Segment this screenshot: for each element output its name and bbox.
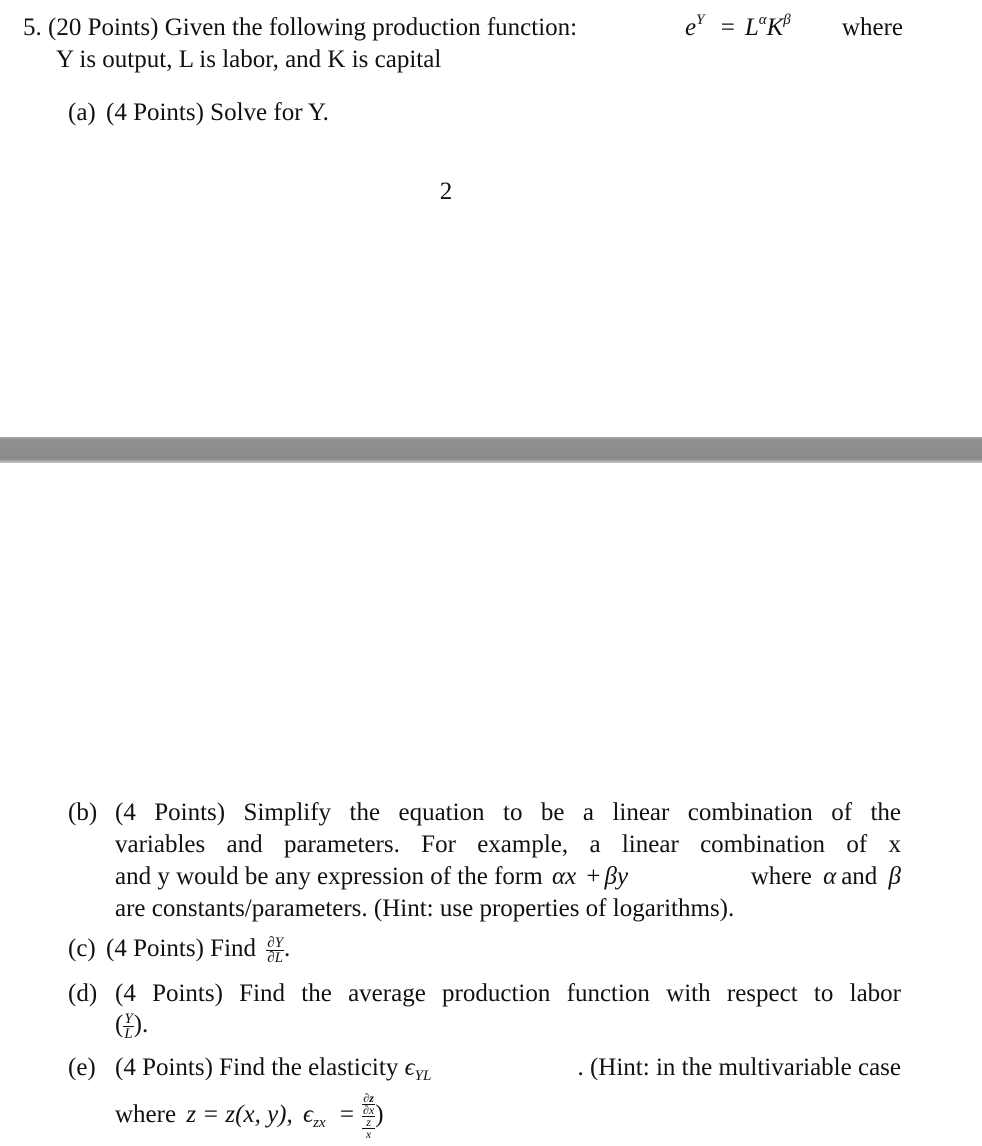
part-c-period: . — [284, 935, 291, 962]
part-e-hint: . (Hint: in the multivariable case — [577, 1054, 901, 1081]
eq-k-exponent: β — [783, 12, 791, 28]
part-a — [68, 98, 329, 128]
partial-y-over-partial-l — [266, 936, 284, 965]
part-d-line-1 — [115, 979, 901, 1009]
problem-points: (20 Points) — [48, 14, 159, 41]
part-e-epsilon-sub: YL — [414, 1068, 432, 1084]
part-e-epsilon: ϵ — [404, 1054, 415, 1081]
elasticity-dz: ∂z — [363, 1091, 374, 1105]
problem-line-1 — [23, 13, 903, 43]
page-bottom — [0, 463, 982, 1146]
part-a-text: (4 Points) Solve for Y. — [106, 99, 329, 126]
problem-number: 5. — [23, 14, 42, 41]
linear-plus: + — [586, 863, 601, 890]
page-top — [0, 0, 982, 437]
part-b-label: (b) — [68, 799, 98, 826]
part-b-line-3-tail — [751, 862, 901, 892]
part-b-line-2 — [115, 830, 901, 860]
part-b-and: and — [841, 863, 878, 890]
page-divider — [0, 437, 982, 463]
elasticity-nested-fraction — [362, 1093, 375, 1140]
linear-beta: β — [604, 863, 617, 890]
elasticity-numerator-fraction — [362, 1093, 375, 1116]
part-e-equals: = — [339, 1101, 354, 1129]
problem-line-2 — [56, 45, 441, 75]
part-c-text: (4 Points) Find — [106, 935, 257, 962]
part-b-where: where — [750, 863, 812, 890]
part-e-z-definition: z = z(x, y), — [186, 1101, 293, 1129]
part-e-epsilon-zx-sub: zx — [313, 1115, 326, 1132]
part-b-alpha: α — [823, 863, 837, 890]
part-c — [68, 934, 290, 965]
part-b-line-4 — [115, 894, 734, 924]
eq-e: e — [685, 14, 697, 41]
part-d-text: (4 Points) Find the average production function with respect to labor — [115, 980, 901, 1007]
part-b-line-3 — [115, 862, 901, 892]
part-b-line-2-text: variables and parameters. For example, a linear combination of x — [115, 831, 901, 858]
elasticity-x: x — [365, 1127, 372, 1141]
part-d-line-2 — [115, 1010, 148, 1041]
eq-e-exponent: Y — [696, 12, 705, 28]
part-d-close-paren: ). — [133, 1011, 149, 1038]
part-e-line-2 — [115, 1093, 384, 1140]
part-c-denominator: ∂L — [267, 949, 284, 966]
eq-k: K — [766, 14, 784, 41]
linear-x: x — [565, 863, 577, 890]
part-d-denominator: L — [124, 1025, 133, 1042]
linear-alpha: α — [551, 863, 566, 890]
part-b-linear-form — [549, 863, 628, 890]
part-b-line-3-start: and y would be any expression of the form — [115, 863, 543, 890]
elasticity-denominator-fraction — [362, 1117, 375, 1140]
eq-l: L — [744, 14, 759, 41]
part-e-where: where — [115, 1101, 177, 1129]
part-b-beta: β — [888, 863, 901, 890]
part-d-label: (d) — [68, 980, 98, 1007]
eq-l-exponent: α — [758, 12, 767, 28]
problem-where: where — [841, 14, 903, 41]
eq-equals: = — [720, 14, 735, 41]
part-c-label: (c) — [68, 935, 96, 962]
part-b-line-4-text: are constants/parameters. (Hint: use properties of logarithms). — [115, 895, 735, 922]
part-c-numerator: ∂Y — [267, 934, 284, 951]
page-number: 2 — [439, 178, 453, 205]
part-d-open-paren: ( — [115, 1011, 124, 1038]
part-b-line-1-text: (4 Points) Simplify the equation to be a linear combination of the — [115, 799, 901, 826]
part-d-numerator: Y — [124, 1010, 133, 1027]
elasticity-dx: ∂x — [362, 1103, 375, 1117]
part-e-epsilon-zx: ϵ — [303, 1101, 314, 1129]
part-b-line-1 — [115, 798, 901, 828]
production-equation — [685, 13, 791, 43]
part-a-label: (a) — [68, 99, 96, 126]
problem-variables-text: Y is output, L is labor, and K is capital — [56, 46, 442, 73]
part-e-line-1 — [115, 1053, 901, 1083]
linear-y: y — [616, 863, 629, 890]
elasticity-z: z — [362, 1117, 375, 1129]
y-over-l-fraction — [123, 1012, 133, 1041]
part-e-close-paren: ) — [375, 1101, 384, 1129]
part-e-label: (e) — [68, 1054, 96, 1081]
problem-intro: Given the following production function: — [164, 14, 578, 41]
part-e-text: (4 Points) Find the elasticity — [115, 1054, 399, 1081]
